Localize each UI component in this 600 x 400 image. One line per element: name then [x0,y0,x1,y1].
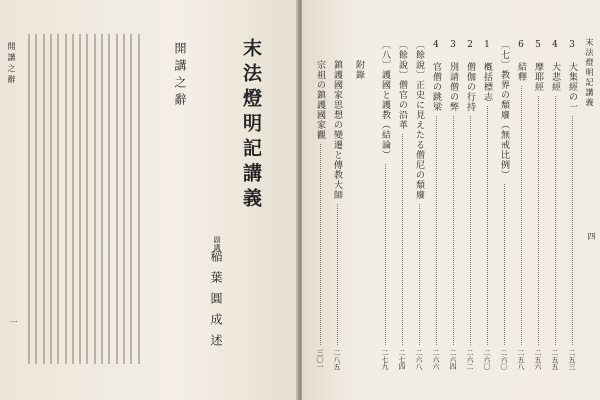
toc-entry-page: 二七四 [398,349,406,370]
body-text-line [35,34,37,364]
body-text-line [86,34,88,364]
body-text-line [116,34,118,364]
toc-leader-dots [470,116,471,345]
toc-entry [464,40,478,370]
toc-entry-title: 3 大集經の一 [567,40,577,112]
body-text-line [79,34,81,364]
toc-entry [566,40,580,370]
toc-leader-dots [521,86,522,345]
toc-entry [331,60,345,370]
body-text-line [72,34,74,364]
toc-entry-page: 二六〇 [483,349,491,370]
toc-entry [447,40,461,370]
lecturer-role: 副講 [213,236,221,252]
body-text-line [108,34,110,364]
toc-entry [430,40,444,370]
toc-leader-dots [487,106,488,345]
toc-leader-dots [402,134,403,345]
toc-entry-page: 二五八 [517,349,525,370]
body-text-line [101,34,103,364]
toc-entry-title: 4 官僧の跳梁 [431,40,441,112]
left-page [0,0,298,400]
running-head-left: 開講之辭 [7,42,16,86]
toc-entry [481,40,495,370]
body-text-block [28,34,144,370]
toc-entry-title: 〔餘說〕僧官の沿革 [397,40,407,130]
toc-entry [314,60,328,370]
body-text-line [50,34,52,364]
toc-leader-dots [337,204,338,345]
toc-entry-page: 三〇一 [316,349,324,370]
toc-entry-page: 二六二 [466,349,474,370]
toc-entry [353,60,367,390]
body-text-line [94,34,96,364]
toc-entry-page: 二五五 [551,349,559,370]
toc-entry-page: 二六八 [415,349,423,370]
toc-entry-title: 3 別請僧の弊 [448,40,458,112]
toc-entry [549,40,563,370]
toc-entry-page: 二六〇 [500,349,508,370]
toc-entry [515,40,529,370]
toc-leader-dots [419,204,420,345]
toc-entry-title: 附錄 [354,60,364,80]
toc-leader-dots [436,116,437,345]
essay-title: 開講之辭 [173,42,187,110]
toc-leader-dots [555,96,556,345]
toc-entry-title: 〔七〕教界の頽廢（無戒比例） [499,40,509,180]
toc-entry-title: 宗祖の鎮護國家觀 [315,60,325,140]
toc-entry [379,40,393,370]
toc-entry-page: 二五三 [568,349,576,370]
toc-leader-dots [453,116,454,345]
page-number-right: 四 [587,232,596,240]
body-text-line [138,34,140,364]
toc-entry-page: 二六四 [449,349,457,370]
toc-leader-dots [504,184,505,345]
toc-entry-title: 4 大悲經 [550,40,560,92]
body-text-line [57,34,59,364]
right-page [302,0,600,400]
toc-entry-title: 〔八〕護國と護教（結論） [380,40,390,160]
toc-entry [396,40,410,370]
toc-entry-page: 二七九 [381,349,389,370]
toc-entry [498,40,512,370]
toc-entry-page: 二八五 [333,349,341,370]
toc-entry-title: 1 槪括標志 [482,40,492,102]
toc-entry [413,40,427,370]
toc-entry-title: 〔餘說〕正史に見えたる僧尼の頽廢 [414,40,424,200]
toc-entry-page: 二六六 [432,349,440,370]
body-text-line [123,34,125,364]
toc-entry-title: 鎮護國家思想の變遷と傳教大師 [332,60,342,200]
running-head-right: 末法燈明記講義 [585,38,594,108]
toc-entry-title: 6 結釋 [516,40,526,82]
toc-entry [532,40,546,370]
toc-entry-page: 二五六 [534,349,542,370]
toc-leader-dots [538,96,539,345]
toc-leader-dots [385,164,386,345]
toc-leader-dots [320,144,321,345]
toc-entry-title: 2 僧伽の行持 [465,40,475,112]
body-text-line [65,34,67,364]
page-number-left: 一 [9,318,18,326]
body-text-line [28,34,30,364]
toc-leader-dots [572,116,573,345]
toc-entry-title: 5 摩耶經 [533,40,543,92]
book-title: 末法燈明記講義 [240,38,262,213]
body-text-line [43,34,45,364]
lecturer-name: 稲葉圓成述 [209,250,223,355]
body-text-line [130,34,132,364]
